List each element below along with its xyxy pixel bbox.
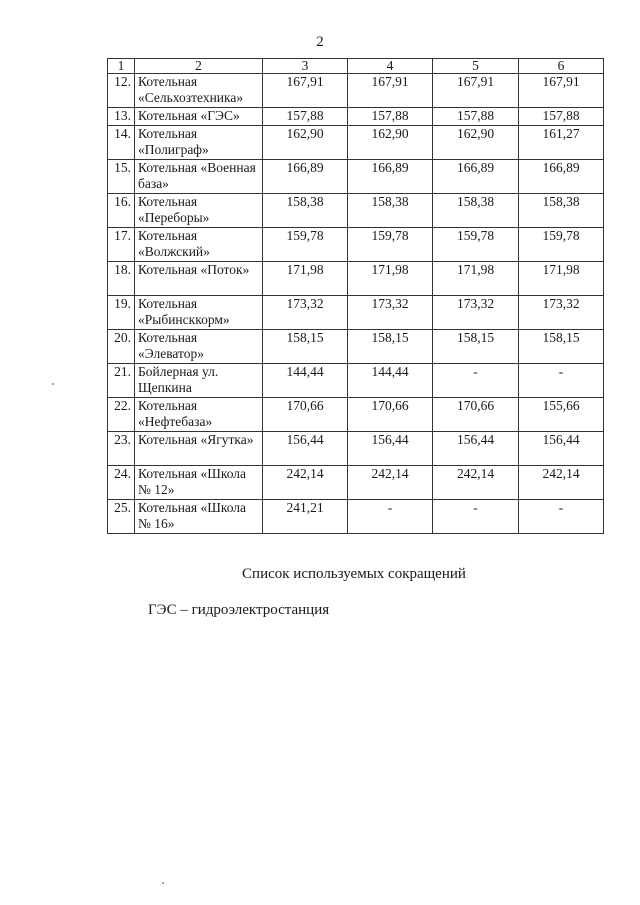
value-cell-col6: 166,89 [519, 160, 604, 194]
header-cell-4: 4 [348, 59, 433, 74]
table-row [108, 500, 604, 534]
boiler-name-cell: Котельная «Ягутка» [135, 432, 263, 466]
row-number-cell: 18. [108, 262, 135, 296]
value-cell-col5: 159,78 [433, 228, 519, 262]
row-number-cell: 19. [108, 296, 135, 330]
value-cell-col3: 166,89 [263, 160, 348, 194]
value-cell-col4: 173,32 [348, 296, 433, 330]
boiler-name-cell: Котельная «Переборы» [135, 194, 263, 228]
value-cell-col3: 242,14 [263, 466, 348, 500]
boiler-name-cell: Котельная «Военная база» [135, 160, 263, 194]
value-cell-col4: - [348, 500, 433, 534]
table-row [108, 228, 604, 262]
boiler-name-cell: Котельная «Сельхозтехника» [135, 74, 263, 108]
table-row [108, 262, 604, 296]
row-number-cell: 20. [108, 330, 135, 364]
table-body [108, 74, 604, 534]
value-cell-col6: - [519, 364, 604, 398]
table-row [108, 330, 604, 364]
value-cell-col3: 156,44 [263, 432, 348, 466]
value-cell-col4: 162,90 [348, 126, 433, 160]
header-cell-1: 1 [108, 59, 135, 74]
table-header-row [108, 59, 604, 74]
row-number-cell: 23. [108, 432, 135, 466]
value-cell-col5: - [433, 364, 519, 398]
row-number-cell: 21. [108, 364, 135, 398]
table-row [108, 364, 604, 398]
header-cell-5: 5 [433, 59, 519, 74]
value-cell-col5: - [433, 500, 519, 534]
boiler-name-cell: Котельная «Элеватор» [135, 330, 263, 364]
row-number-cell: 25. [108, 500, 135, 534]
boiler-name-cell: Котельная «Полиграф» [135, 126, 263, 160]
boiler-name-cell: Котельная «Поток» [135, 262, 263, 296]
row-number-cell: 12. [108, 74, 135, 108]
value-cell-col4: 156,44 [348, 432, 433, 466]
value-cell-col6: 158,38 [519, 194, 604, 228]
boiler-name-cell: Котельная «ГЭС» [135, 108, 263, 126]
table-row [108, 108, 604, 126]
value-cell-col5: 173,32 [433, 296, 519, 330]
table-row [108, 296, 604, 330]
header-cell-3: 3 [263, 59, 348, 74]
row-number-cell: 14. [108, 126, 135, 160]
value-cell-col3: 162,90 [263, 126, 348, 160]
table-row [108, 74, 604, 108]
boiler-name-cell: Котельная «Школа № 12» [135, 466, 263, 500]
boiler-name-cell: Котельная «Школа № 16» [135, 500, 263, 534]
value-cell-col3: 170,66 [263, 398, 348, 432]
value-cell-col4: 170,66 [348, 398, 433, 432]
boiler-name-cell: Котельная «Волжский» [135, 228, 263, 262]
table-row [108, 398, 604, 432]
value-cell-col3: 157,88 [263, 108, 348, 126]
value-cell-col6: 158,15 [519, 330, 604, 364]
scan-speck [52, 383, 54, 385]
row-number-cell: 17. [108, 228, 135, 262]
value-cell-col5: 171,98 [433, 262, 519, 296]
value-cell-col6: 156,44 [519, 432, 604, 466]
value-cell-col4: 157,88 [348, 108, 433, 126]
value-cell-col4: 242,14 [348, 466, 433, 500]
table-row [108, 432, 604, 466]
value-cell-col6: 155,66 [519, 398, 604, 432]
scan-speck [162, 882, 164, 884]
value-cell-col6: 173,32 [519, 296, 604, 330]
value-cell-col5: 166,89 [433, 160, 519, 194]
table-row [108, 160, 604, 194]
tariff-table [107, 58, 604, 534]
value-cell-col4: 144,44 [348, 364, 433, 398]
value-cell-col5: 162,90 [433, 126, 519, 160]
value-cell-col6: 171,98 [519, 262, 604, 296]
row-number-cell: 13. [108, 108, 135, 126]
value-cell-col5: 170,66 [433, 398, 519, 432]
value-cell-col4: 166,89 [348, 160, 433, 194]
value-cell-col6: 242,14 [519, 466, 604, 500]
row-number-cell: 24. [108, 466, 135, 500]
table-row [108, 194, 604, 228]
value-cell-col6: 167,91 [519, 74, 604, 108]
value-cell-col3: 171,98 [263, 262, 348, 296]
value-cell-col5: 156,44 [433, 432, 519, 466]
boiler-name-cell: Бойлерная ул. Щепкина [135, 364, 263, 398]
value-cell-col6: 159,78 [519, 228, 604, 262]
value-cell-col3: 158,38 [263, 194, 348, 228]
value-cell-col5: 242,14 [433, 466, 519, 500]
value-cell-col3: 158,15 [263, 330, 348, 364]
value-cell-col3: 144,44 [263, 364, 348, 398]
row-number-cell: 22. [108, 398, 135, 432]
value-cell-col5: 157,88 [433, 108, 519, 126]
abbreviation-item: ГЭС – гидроэлектростанция [148, 602, 330, 618]
value-cell-col3: 159,78 [263, 228, 348, 262]
value-cell-col5: 158,15 [433, 330, 519, 364]
header-cell-2: 2 [135, 59, 263, 74]
value-cell-col3: 167,91 [263, 74, 348, 108]
value-cell-col4: 171,98 [348, 262, 433, 296]
value-cell-col4: 158,15 [348, 330, 433, 364]
value-cell-col3: 173,32 [263, 296, 348, 330]
row-number-cell: 16. [108, 194, 135, 228]
value-cell-col5: 158,38 [433, 194, 519, 228]
value-cell-col5: 167,91 [433, 74, 519, 108]
abbreviations-title: Список используемых сокращений [242, 566, 466, 582]
value-cell-col6: 161,27 [519, 126, 604, 160]
value-cell-col4: 158,38 [348, 194, 433, 228]
table-row [108, 466, 604, 500]
value-cell-col4: 159,78 [348, 228, 433, 262]
value-cell-col3: 241,21 [263, 500, 348, 534]
table-row [108, 126, 604, 160]
value-cell-col6: 157,88 [519, 108, 604, 126]
header-cell-6: 6 [519, 59, 604, 74]
boiler-name-cell: Котельная «Нефтебаза» [135, 398, 263, 432]
boiler-name-cell: Котельная «Рыбинсккорм» [135, 296, 263, 330]
row-number-cell: 15. [108, 160, 135, 194]
value-cell-col6: - [519, 500, 604, 534]
page-number: 2 [316, 34, 324, 50]
value-cell-col4: 167,91 [348, 74, 433, 108]
